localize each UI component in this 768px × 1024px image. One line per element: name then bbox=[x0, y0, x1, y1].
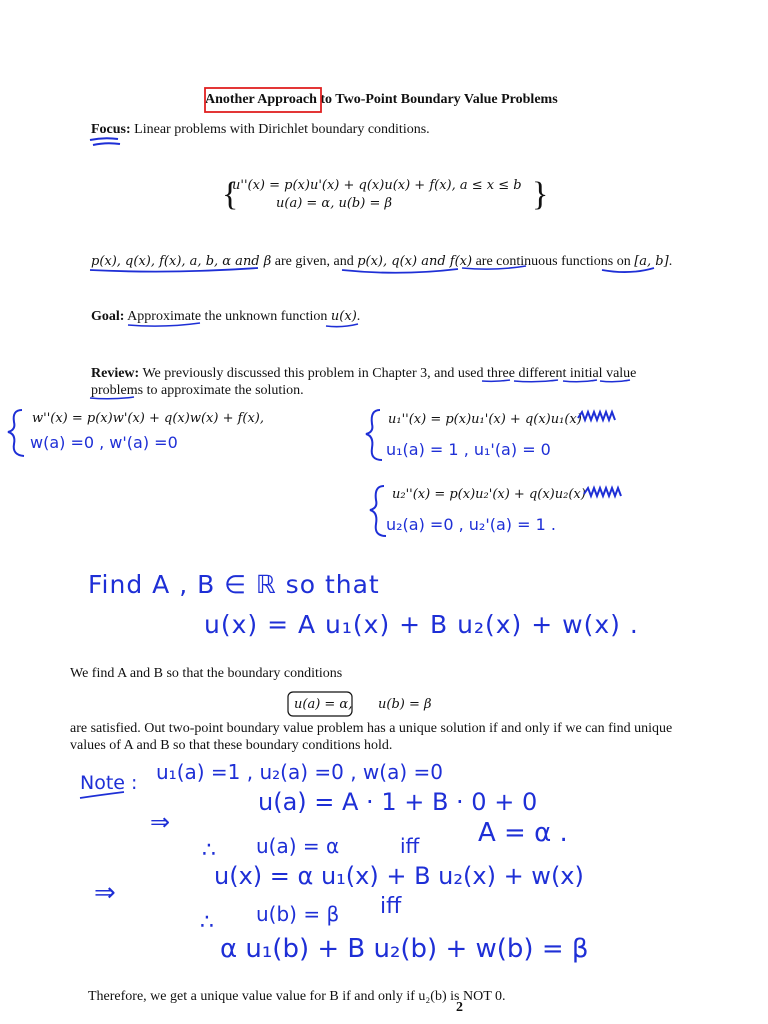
ivp-w-eq2: w(a) =0 , w'(a) =0 bbox=[30, 433, 178, 452]
title-boxed-part: Another Approach bbox=[205, 92, 317, 107]
ivp-w-eq1: w''(x) = p(x)w'(x) + q(x)w(x) + f(x), bbox=[32, 411, 265, 426]
goal-function: u(x) bbox=[330, 309, 357, 324]
given-interval: [a, b] bbox=[634, 254, 669, 269]
given-period: . bbox=[668, 254, 673, 269]
note-line-4: u(x) = α u₁(x) + B u₂(x) + w(x) bbox=[214, 862, 584, 890]
note-line-6: α u₁(b) + B u₂(b) + w(b) = β bbox=[220, 934, 589, 964]
review-text-1: We previously discussed this problem in Chapter 3, and used three different initial value bbox=[139, 366, 637, 381]
u2-scribble bbox=[584, 488, 621, 496]
review-underlines bbox=[90, 380, 630, 399]
note-line-5b: iff bbox=[380, 894, 402, 919]
note-line-2: u(a) = A · 1 + B · 0 + 0 bbox=[258, 788, 538, 816]
review-line-2: problems to approximate the solution. bbox=[91, 383, 304, 398]
note-line-3a: u(a) = α bbox=[256, 834, 340, 858]
u1-scribble bbox=[578, 412, 615, 420]
focus-text: Linear problems with Dirichlet boundary conditions. bbox=[130, 122, 430, 137]
note-line-5a: u(b) = β bbox=[256, 902, 340, 926]
satisfied-line-1: are satisfied. Out two-point boundary value problem has a unique solution if and only if we can find unique bbox=[70, 721, 673, 736]
review-label: Review: bbox=[91, 366, 140, 381]
given-functions: p(x), q(x) and f(x) bbox=[357, 254, 473, 269]
note-line-1: u₁(a) =1 , u₂(a) =0 , w(a) =0 bbox=[156, 760, 443, 784]
title-highlight-box bbox=[205, 88, 321, 112]
given-params: p(x), q(x), f(x), a, b, α and β bbox=[91, 254, 272, 269]
note-label: Note : bbox=[80, 772, 138, 794]
bc-left-box bbox=[288, 692, 352, 716]
therefore-line: Therefore, we get a unique value value for B if and only if u₂(b) is NOT 0. bbox=[88, 989, 506, 1004]
title-rest: to Two-Point Boundary Value Problems bbox=[316, 92, 558, 107]
note-line-3b: iff bbox=[400, 834, 420, 858]
given-text-2: are continuous functions on bbox=[472, 254, 635, 269]
given-underline-3 bbox=[462, 266, 526, 269]
goal-text: Approximate the unknown function bbox=[124, 309, 331, 324]
ivp-u1-eq1: u₁''(x) = p(x)u₁'(x) + q(x)u₁(x) bbox=[388, 412, 582, 427]
ivp-u2-eq2: u₂(a) =0 , u₂'(a) = 1 . bbox=[386, 515, 556, 534]
ivp-u2-eq1: u₂''(x) = p(x)u₂'(x) + q(x)u₂(x) bbox=[392, 487, 586, 502]
therefore-symbol-1: ∴ bbox=[202, 838, 216, 863]
given-underline-2 bbox=[342, 269, 458, 273]
u2-system-brace bbox=[370, 486, 386, 536]
right-brace: } bbox=[532, 176, 549, 213]
bvp-equation-1: u''(x) = p(x)u'(x) + q(x)u(x) + f(x), a ≤ x ≤ b bbox=[232, 178, 522, 193]
arrow-implies-1: ⇒ bbox=[150, 808, 171, 836]
focus-underline bbox=[90, 138, 120, 145]
focus-label: Focus: bbox=[91, 122, 131, 137]
u1-system-brace bbox=[366, 410, 382, 460]
page-number: 2 bbox=[456, 1000, 463, 1015]
arrow-implies-2: ⇒ bbox=[94, 878, 116, 908]
note-underline bbox=[80, 792, 124, 798]
w-system-brace bbox=[8, 410, 24, 456]
find-line-2: u(x) = A u₁(x) + B u₂(x) + w(x) . bbox=[204, 610, 639, 639]
bc-right: u(b) = β bbox=[378, 697, 432, 712]
goal-end: . bbox=[356, 309, 361, 324]
goal-label: Goal: bbox=[91, 309, 125, 324]
find-line-1: Find A , B ∈ ℝ so that bbox=[88, 570, 380, 599]
therefore-symbol-2: ∴ bbox=[200, 910, 214, 935]
note-line-3c: A = α . bbox=[478, 818, 568, 848]
bc-left: u(a) = α, bbox=[294, 697, 353, 712]
find-text: We find A and B so that the boundary conditions bbox=[70, 666, 343, 681]
ivp-u1-eq2: u₁(a) = 1 , u₁'(a) = 0 bbox=[386, 440, 551, 459]
given-underline-1 bbox=[90, 268, 258, 272]
left-brace: { bbox=[222, 176, 239, 213]
goal-underline bbox=[128, 323, 358, 327]
bvp-equation-2: u(a) = α, u(b) = β bbox=[276, 196, 392, 211]
given-underline-4 bbox=[602, 268, 654, 272]
given-text-1: are given, and bbox=[271, 254, 358, 269]
satisfied-line-2: values of A and B so that these boundary conditions hold. bbox=[70, 738, 393, 753]
